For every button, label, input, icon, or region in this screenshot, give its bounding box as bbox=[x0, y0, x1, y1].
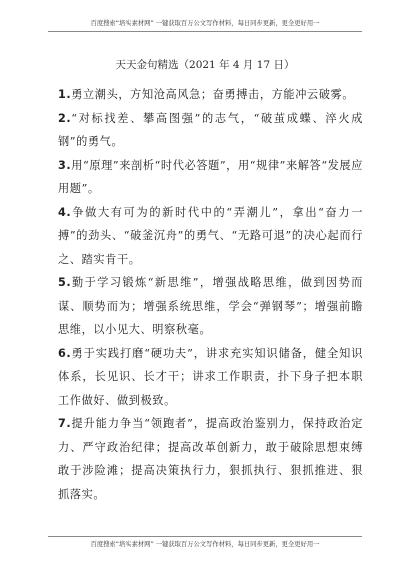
paragraph-4 bbox=[58, 201, 363, 272]
header-banner: 百度搜索“培实素材网” 一键获取百万公文写作材料，每日同步更新，更全更好用一 bbox=[90, 20, 320, 27]
paragraph-3 bbox=[58, 154, 363, 201]
paragraph-6 bbox=[58, 342, 363, 413]
paragraph-text: 勇立潮头，方知沧高风急；奋勇搏击，方能冲云破雾。 bbox=[71, 88, 355, 101]
paragraph-text: 争做大有可为的新时代中的“弄潮儿”，拿出“奋力一搏”的劲头、“破釜沉舟”的勇气、“无路可退”的决心起而行之、踏实肯干。 bbox=[58, 205, 363, 266]
paragraph-text: 用“原理”来剖析“时代必答题”，用“规律”来解答“发展应用题”。 bbox=[58, 158, 364, 195]
paragraph-number: 2. bbox=[58, 111, 72, 125]
paragraph-number: 3. bbox=[58, 158, 72, 172]
paragraph-7 bbox=[58, 412, 363, 506]
footer-banner: 百度搜索“培实素材网” 一键获取百万公文写作材料，每日同步更新，更全更好用一 bbox=[90, 541, 320, 548]
paragraph-number: 6. bbox=[58, 346, 72, 360]
paragraph-2 bbox=[58, 107, 363, 154]
paragraph-text: 勇于实践打磨“硬功夫”，讲求充实知识储备，健全知识体系，长见识、长才干；讲求工作职责，扑下身子把本职工作做好、做到极致。 bbox=[58, 346, 363, 407]
paragraph-number: 4. bbox=[58, 205, 72, 219]
paragraph-number: 7. bbox=[58, 417, 72, 430]
document-body bbox=[58, 83, 363, 506]
paragraph-number: 5. bbox=[58, 276, 72, 289]
footer-divider bbox=[48, 536, 362, 537]
paragraph-text: 提升能力争当“领跑者”，提高政治鉴别力，保持政治定力、严守政治纪律；提高改革创新力，敢于破除思想束缚敢于涉险滩；提高决策执行力，狠抓执行、狠抓推进、狠抓落实。 bbox=[58, 417, 363, 501]
paragraph-text: “对标找差、攀高图强”的志气，“破茧成蝶、淬火成钢”的勇气。 bbox=[58, 111, 363, 148]
document-title: 天天金句精选（2021 年 4 月 17 日） bbox=[115, 59, 295, 71]
paragraph-number: 1. bbox=[58, 88, 72, 101]
paragraph-5 bbox=[58, 271, 363, 342]
header-divider bbox=[48, 31, 362, 32]
paragraph-1 bbox=[58, 83, 363, 107]
paragraph-text: 勤于学习锻炼“新思维”，增强战略思维，做到因势而谋、顺势而为；增强系统思维，学会“弹钢琴”；增强前瞻思维，以小见大、明察秋毫。 bbox=[58, 276, 363, 336]
